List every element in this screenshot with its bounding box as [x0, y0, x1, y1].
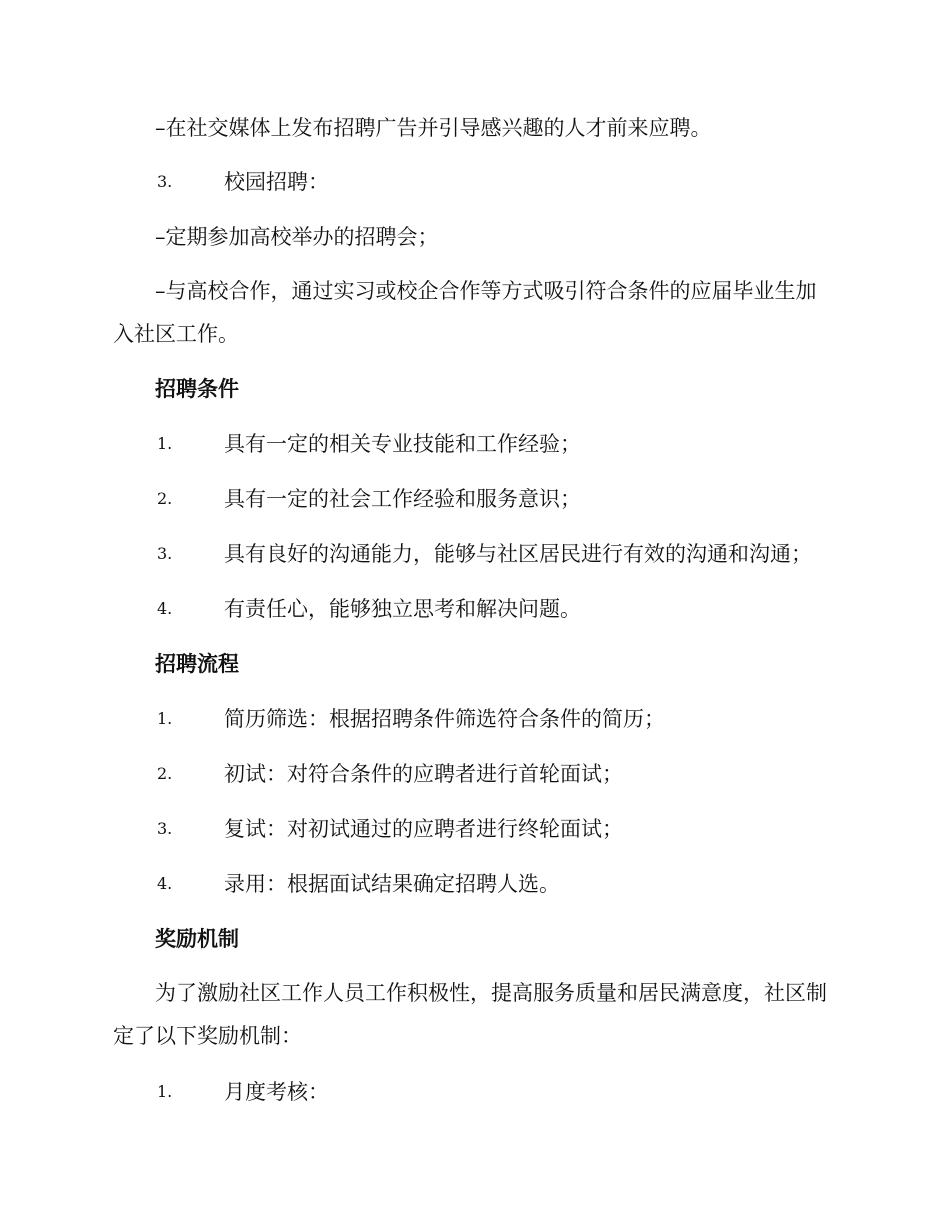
social-media-line: –在社交媒体上发布招聘广告并引导感兴趣的人才前来应聘。	[155, 116, 712, 140]
process-number-3: 3.	[157, 819, 173, 838]
process-item-3: 复试：对初试通过的应聘者进行终轮面试；	[224, 817, 623, 841]
process-number-4: 4.	[157, 874, 173, 893]
conditions-number-3: 3.	[157, 544, 173, 563]
conditions-heading: 招聘条件	[155, 377, 239, 401]
process-item-1: 简历筛选：根据招聘条件筛选符合条件的简历；	[224, 707, 665, 731]
campus-number: 3.	[157, 172, 173, 191]
process-number-1: 1.	[157, 709, 173, 728]
rewards-paragraph: 为了激励社区工作人员工作积极性，提高服务质量和居民满意度，社区制定了以下奖励机制：	[113, 981, 827, 1048]
conditions-number-4: 4.	[157, 599, 173, 618]
process-item-4: 录用：根据面试结果确定招聘人选。	[224, 872, 560, 896]
conditions-number-1: 1.	[157, 434, 173, 453]
campus-paragraph-cooperation: –与高校合作，通过实习或校企合作等方式吸引符合条件的应届毕业生加入社区工作。	[113, 279, 817, 346]
campus-bullet-job-fair: –定期参加高校举办的招聘会；	[155, 225, 439, 249]
rewards-number-1: 1.	[157, 1082, 173, 1101]
rewards-heading: 奖励机制	[155, 927, 239, 951]
process-heading: 招聘流程	[155, 652, 239, 676]
conditions-item-2: 具有一定的社会工作经验和服务意识；	[224, 487, 581, 511]
process-number-2: 2.	[157, 764, 173, 783]
rewards-item-1: 月度考核：	[224, 1080, 329, 1104]
conditions-number-2: 2.	[157, 489, 173, 508]
conditions-item-3: 具有良好的沟通能力，能够与社区居民进行有效的沟通和沟通；	[224, 542, 812, 566]
conditions-item-1: 具有一定的相关专业技能和工作经验；	[224, 432, 581, 456]
process-item-2: 初试：对符合条件的应聘者进行首轮面试；	[224, 762, 623, 786]
campus-title: 校园招聘：	[224, 170, 329, 194]
conditions-item-4: 有责任心，能够独立思考和解决问题。	[224, 597, 581, 621]
